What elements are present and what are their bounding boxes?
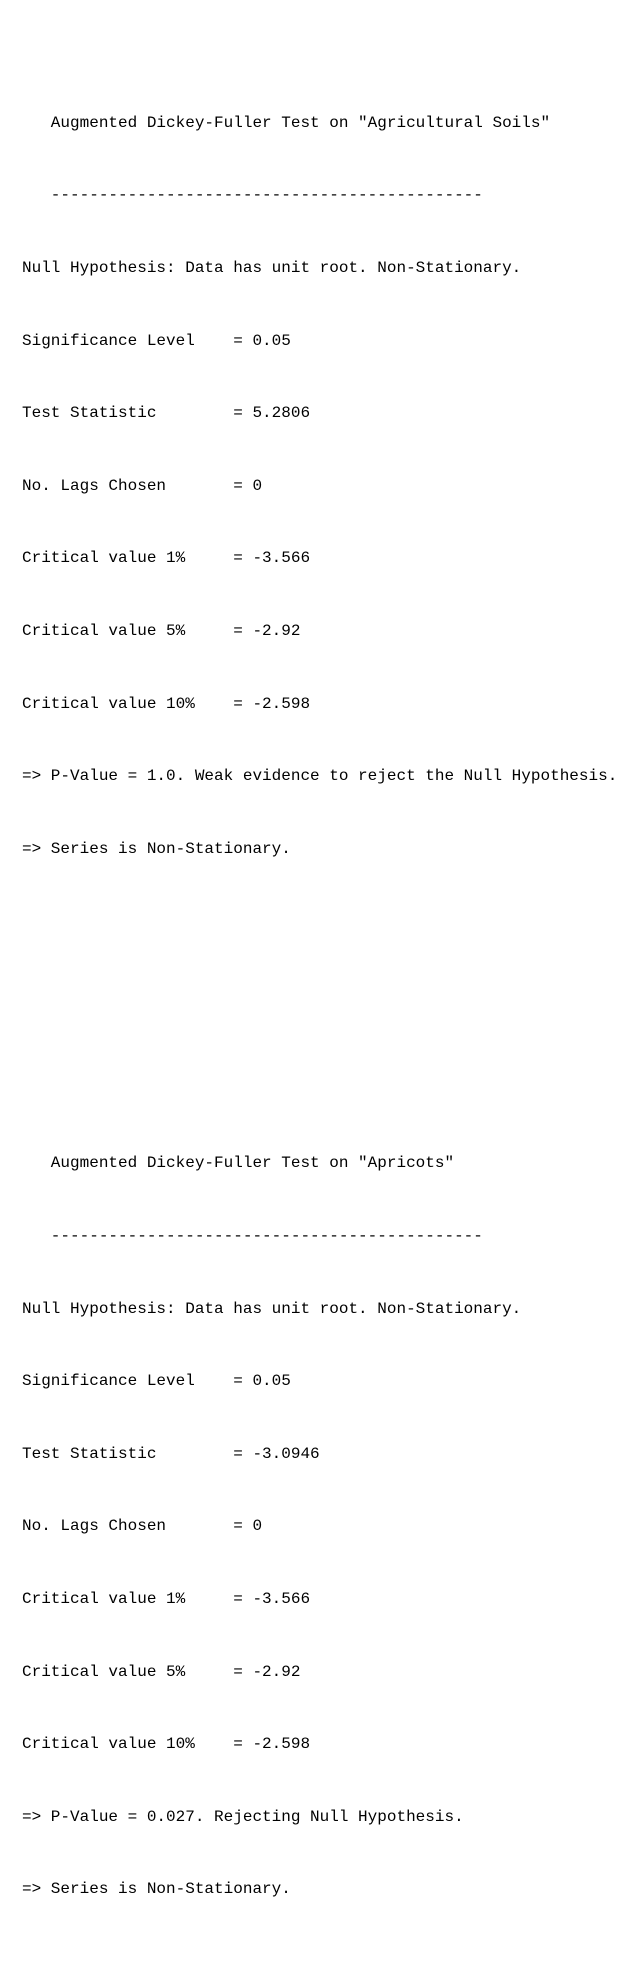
lags-chosen-line: No. Lags Chosen = 0 <box>22 1517 263 1536</box>
lags-chosen-line: No. Lags Chosen = 0 <box>22 476 263 495</box>
critical-value-5-line: Critical value 5% = -2.92 <box>22 621 301 640</box>
test-statistic-line: Test Statistic = -3.0946 <box>22 1444 320 1463</box>
null-hypothesis-line: Null Hypothesis: Data has unit root. Non-Stationary. <box>22 259 522 277</box>
conclusion-line: => Series is Non-Stationary. <box>22 1880 291 1899</box>
critical-value-1-line: Critical value 1% = -3.566 <box>22 549 311 568</box>
critical-value-5-line: Critical value 5% = -2.92 <box>22 1662 301 1681</box>
test-title: Augmented Dickey-Fuller Test on "Apricots" <box>22 1154 455 1173</box>
test-statistic-line: Test Statistic = 5.2806 <box>22 404 311 423</box>
console-output <box>22 14 617 1974</box>
critical-value-10-line: Critical value 10% = -2.598 <box>22 1735 311 1754</box>
significance-level-line: Significance Level = 0.05 <box>22 331 291 350</box>
p-value-line: => P-Value = 1.0. Weak evidence to reject the Null Hypothesis. <box>22 767 618 786</box>
title-divider: --------------------------------------------- <box>22 186 483 205</box>
adf-test-block-apricots <box>22 1103 617 1950</box>
title-divider: --------------------------------------------- <box>22 1226 483 1245</box>
critical-value-10-line: Critical value 10% = -2.598 <box>22 694 311 713</box>
significance-level-line: Significance Level = 0.05 <box>22 1372 291 1391</box>
critical-value-1-line: Critical value 1% = -3.566 <box>22 1589 311 1608</box>
p-value-line: => P-Value = 0.027. Rejecting Null Hypothesis. <box>22 1807 464 1826</box>
null-hypothesis-line: Null Hypothesis: Data has unit root. Non-Stationary. <box>22 1299 522 1318</box>
adf-test-block-agricultural-soils <box>22 62 617 909</box>
test-title: Augmented Dickey-Fuller Test on "Agricultural Soils" <box>22 113 551 132</box>
conclusion-line: => Series is Non-Stationary. <box>22 839 291 858</box>
block-spacer <box>22 982 617 1030</box>
